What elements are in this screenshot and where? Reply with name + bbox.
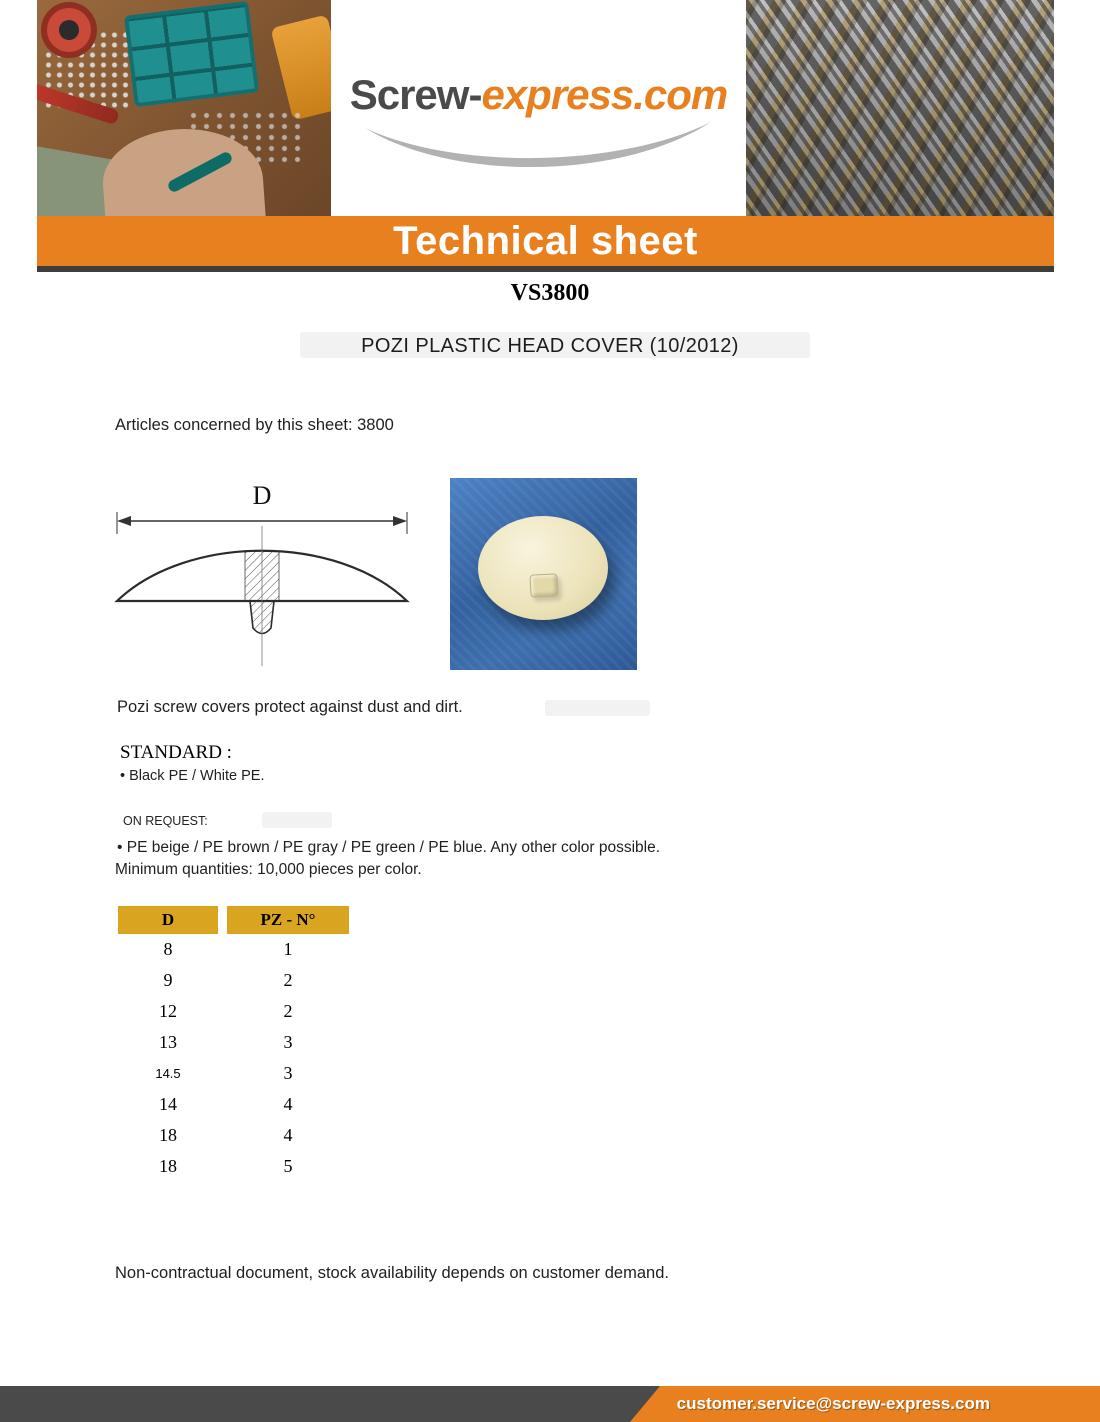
table-cell-pz: 3 — [283, 1032, 293, 1052]
table-cell-d: 13 — [159, 1032, 177, 1052]
footer-bar — [0, 1386, 1100, 1422]
cap-stub — [529, 573, 558, 597]
on-request-heading: ON REQUEST: — [123, 814, 208, 828]
table-cell-pz: 4 — [283, 1094, 293, 1114]
logo-swoosh — [359, 118, 719, 174]
table-cell-pz: 3 — [283, 1063, 293, 1083]
flashlight — [270, 14, 331, 120]
footnote: Non-contractual document, stock availability depends on customer demand. — [115, 1264, 669, 1282]
table-cell-pz: 4 — [283, 1125, 293, 1145]
table-cell-pz: 1 — [283, 939, 293, 959]
standard-heading: STANDARD : — [120, 742, 232, 763]
standard-item: • Black PE / White PE. — [120, 768, 265, 784]
brand-logo — [331, 0, 746, 216]
table-cell-d: 18 — [159, 1156, 177, 1176]
on-request-item: • PE beige / PE brown / PE gray / PE green / PE blue. Any other color possible. — [117, 839, 661, 856]
cap-photo — [450, 478, 637, 670]
table-header-d: D — [118, 906, 218, 934]
screws-photo — [746, 0, 1054, 216]
table-cell-d: 14 — [159, 1094, 177, 1114]
brand-logo-orange: express.com — [481, 71, 728, 118]
plastic-cap — [478, 516, 608, 620]
brand-logo-text — [331, 72, 746, 118]
banner — [37, 216, 1054, 266]
tape-measure — [41, 2, 97, 58]
brand-logo-dark: Screw- — [349, 71, 482, 118]
description-line: Pozi screw covers protect against dust and dirt. — [117, 698, 463, 716]
page-title: POZI PLASTIC HEAD COVER (10/2012) — [361, 335, 739, 357]
table-cell-d: 14.5 — [155, 1066, 181, 1081]
watermark-artifact — [262, 812, 332, 828]
table-cell-d: 8 — [163, 939, 173, 959]
table-cell-d: 9 — [163, 970, 173, 990]
banner-title: Technical sheet — [393, 219, 698, 263]
dimension-label: D — [252, 481, 272, 510]
contact-email-link[interactable]: customer.service@screw-express.com — [676, 1394, 990, 1413]
banner-underline — [37, 266, 1054, 272]
articles-line: Articles concerned by this sheet: 3800 — [115, 416, 394, 434]
table-cell-d: 18 — [159, 1125, 177, 1145]
on-request-minimum: Minimum quantities: 10,000 pieces per color. — [115, 861, 422, 878]
table-header-pz: PZ - N° — [227, 906, 349, 934]
technical-drawing — [112, 474, 412, 672]
table-cell-pz: 5 — [283, 1156, 293, 1176]
watermark-artifact — [545, 700, 650, 716]
workbench-photo — [37, 0, 331, 216]
table-cell-pz: 2 — [283, 970, 293, 990]
parts-tray — [124, 1, 259, 108]
table-cell-pz: 2 — [283, 1001, 293, 1021]
sheet-reference: VS3800 — [510, 280, 590, 306]
spec-table — [118, 906, 349, 1182]
table-cell-d: 12 — [159, 1001, 177, 1021]
